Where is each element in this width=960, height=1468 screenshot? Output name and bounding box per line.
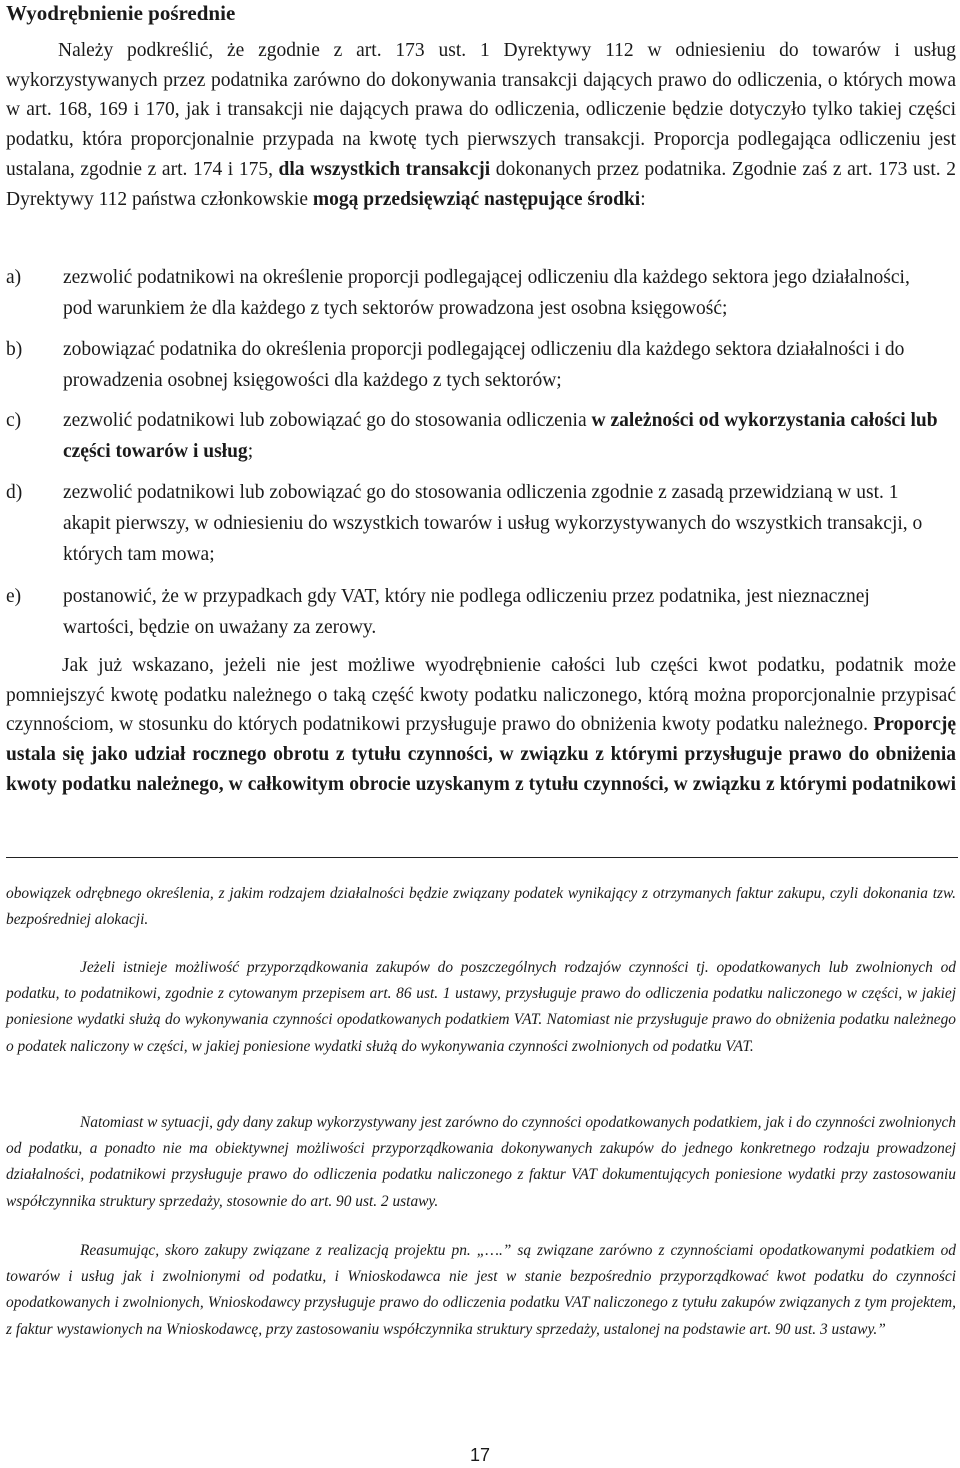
list-item-label: a) <box>6 267 22 288</box>
footnote-divider <box>6 857 958 858</box>
intro-end: : <box>640 188 646 210</box>
main-paragraph-text: Jak już wskazano, jeżeli nie jest możliwe wyodrębnienie całości lub części kwot podatku, podatnik może pomniejszyć kwotę podatku należnego o taką część kwoty podatku naliczonego, którą można proporcjonalnie przypisać czynnościom, w stosunku do których podatnikowi przysługuje prawo do obniżenia kwoty podatku należnego. <box>6 655 956 736</box>
section-heading: Wyodrębnienie pośrednie <box>6 1 236 25</box>
list-item-label: b) <box>6 339 23 360</box>
main-paragraph-bold: Proporcję ustala się jako udział rocznego obrotu z tytułu czynności, w związku z którymi przysługuje prawo do obniżenia kwoty podatku należnego, w całkowitym obrocie uzyskanym z tytułu czynności, w związku z którymi podatnikowi <box>6 714 956 795</box>
list-item-label: e) <box>6 586 22 607</box>
list-item-text: zobowiązać podatnika do określenia proporcji podlegającej odliczeniu dla każdego sektora działalności i do prowadzenia osobnej księgowości dla każdego z tych sektorów; <box>63 339 905 391</box>
page-number: 17 <box>469 1445 491 1465</box>
intro-paragraph <box>6 36 956 214</box>
list-item-b <box>6 334 956 396</box>
list-item-label: c) <box>6 410 22 431</box>
footnote-1: obowiązek odrębnego określenia, z jakim rodzajem działalności będzie związany podatek wynikający z otrzymanych faktur zakupu, czyli dokonania tzw. bezpośredniej alokacji. <box>6 885 956 929</box>
intro-line1: Należy podkreślić, że zgodnie z art. 173 ust. 1 Dyrektywy 112 w odniesieniu do towarów i usług <box>58 40 956 61</box>
list-item-d <box>6 477 956 570</box>
list-item-text: zezwolić podatnikowi na określenie proporcji podlegającej odliczeniu dla każdego sektora jego działalności, pod warunkiem że dla każdego z tych sektorów prowadzona jest osobna księgowość; <box>63 267 910 319</box>
footnote-4: Reasumując, skoro zakupy związane z realizacją projektu pn. „….” są związane zarówno z czynnościami opodatkowanymi podatkiem od towarów i usług jak i zwolnionymi od podatku, i Wnioskodawca nie jest w stanie bezpośrednio przyporządkować kwot podatku do czynności opodatkowanych i zwolnionych, Wnioskodawcy przysługuje prawo do odliczenia podatku VAT naliczonego z tytułu zakupów związanych z tym projektem, z faktur wystawionych na Wnioskodawcę, przy zastosowaniu współczynnika struktury sprzedaży, ustalonej na podstawie art. 90 ust. 3 ustawy.” <box>6 1242 956 1338</box>
intro-bold1: dla wszystkich transakcji <box>278 158 491 180</box>
list-item-label: d) <box>6 482 23 503</box>
list-item-text: postanowić, że w przypadkach gdy VAT, który nie podlega odliczeniu przez podatnika, jest nieznacznej wartości, będzie on uważany za zerowy. <box>63 586 870 638</box>
list-item-e <box>6 581 956 643</box>
intro-mid: dokonanych przez podatnika. Zgodnie zaś z art. 173 ust. 2 Dyrektywy 112 państwa członkowskie <box>6 158 957 210</box>
intro-bold2: mogą przedsięwziąć następujące środki <box>312 188 641 210</box>
footnote-3: Natomiast w sytuacji, gdy dany zakup wykorzystywany jest zarówno do czynności opodatkowanych podatkiem, jak i do czynności zwolnionych od podatku, a ponadto nie ma obiektywnej możliwości przyporządkowania dokonywanych zakupów do jednego konkretnego rodzaju prowadzonej działalności, podatnikowi przysługuje prawo do odliczenia podatku naliczonego z faktur VAT dokumentujących poniesione wydatki przy zastosowaniu współczynnika struktury sprzedaży, stosownie do art. 90 ust. 2 ustawy. <box>6 1114 956 1210</box>
intro-rest: wykorzystywanych przez podatnika zarówno do dokonywania transakcji dających prawo do odliczenia, o których mowa w art. 168, 169 i 170, jak i transakcji nie dających prawa do odliczenia, odliczenie będzie dotyczyło tylko takiej części podatku, która proporcjonalnie przypada na kwotę tych pierwszych transakcji. Proporcja podlegająca odliczeniu jest ustalana, zgodnie z art. 174 i 175, <box>6 69 956 180</box>
list-item-text: zezwolić podatnikowi lub zobowiązać go do stosowania odliczenia w zależności od wykorzystania całości lub części towarów i usług; <box>63 410 938 462</box>
list-item-a <box>6 262 956 324</box>
footnote-2: Jeżeli istnieje możliwość przyporządkowania zakupów do poszczególnych rodzajów czynności tj. opodatkowanych lub zwolnionych od podatku, to podatnikowi, zgodnie z cytowanym przepisem art. 86 ust. 1 ustawy, przysługuje prawo do odliczenia podatku naliczonego w części, w jakiej poniesione wydatki służą do wykonywania czynności opodatkowanych podatkiem VAT. Natomiast nie przysługuje prawo do obniżenia podatku należnego o podatek naliczony w części, w jakiej poniesione wydatki służą do wykonywania czynności zwolnionych od podatku VAT. <box>6 959 956 1055</box>
list-item-c <box>6 405 956 467</box>
list-item-text: zezwolić podatnikowi lub zobowiązać go do stosowania odliczenia zgodnie z zasadą przewidzianą w ust. 1 akapit pierwszy, w odniesieniu do wszystkich towarów i usług wykorzystywanych do wszystkich transakcji, o których tam mowa; <box>63 482 923 565</box>
main-paragraph <box>6 651 956 800</box>
